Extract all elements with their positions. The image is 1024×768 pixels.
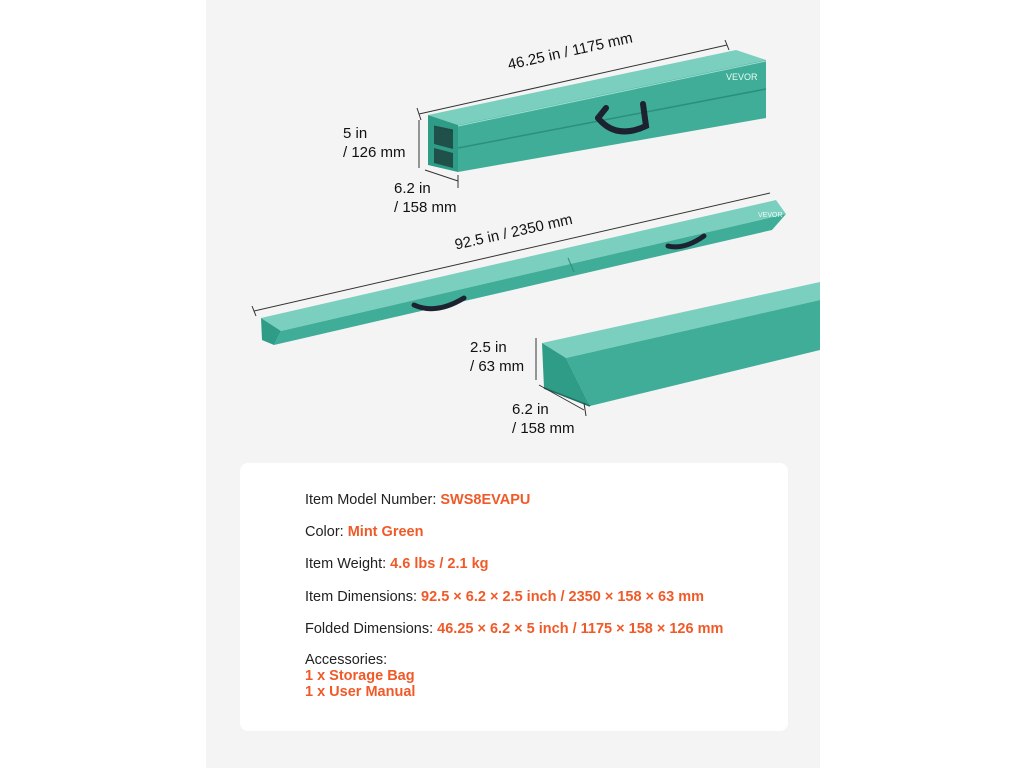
spec-accessories: Accessories: 1 x Storage Bag 1 x User Manual (305, 652, 416, 700)
spec-dimensions: Item Dimensions: 92.5 × 6.2 × 2.5 inch / 2350 × 158 × 63 mm (305, 589, 704, 605)
accessory-item: 1 x User Manual (305, 684, 416, 700)
spec-card (240, 463, 788, 731)
closeup-height-label: 2.5 in / 63 mm (470, 339, 525, 375)
spec-color: Color: Mint Green (305, 524, 424, 540)
product-image-canvas (206, 0, 820, 768)
brand-logo: VEVOR (726, 72, 758, 82)
folded-beam (428, 50, 766, 172)
closeup-beam-end (542, 282, 820, 406)
spec-weight: Item Weight: 4.6 lbs / 2.1 kg (305, 556, 489, 572)
folded-width-label: 6.2 in / 158 mm (394, 180, 457, 216)
spec-model: Item Model Number: SWS8EVAPU (305, 492, 531, 508)
spec-folded-dimensions: Folded Dimensions: 46.25 × 6.2 × 5 inch / 1175 × 158 × 126 mm (305, 621, 724, 637)
folded-height-label: 5 in / 126 mm (343, 125, 406, 161)
unfolded-length-label: 92.5 in / 2350 mm (453, 210, 575, 254)
svg-text:VEVOR: VEVOR (758, 212, 783, 219)
folded-length-label: 46.25 in / 1175 mm (506, 29, 635, 74)
accessory-item: 1 x Storage Bag (305, 668, 415, 684)
closeup-width-label: 6.2 in / 158 mm (512, 401, 575, 437)
